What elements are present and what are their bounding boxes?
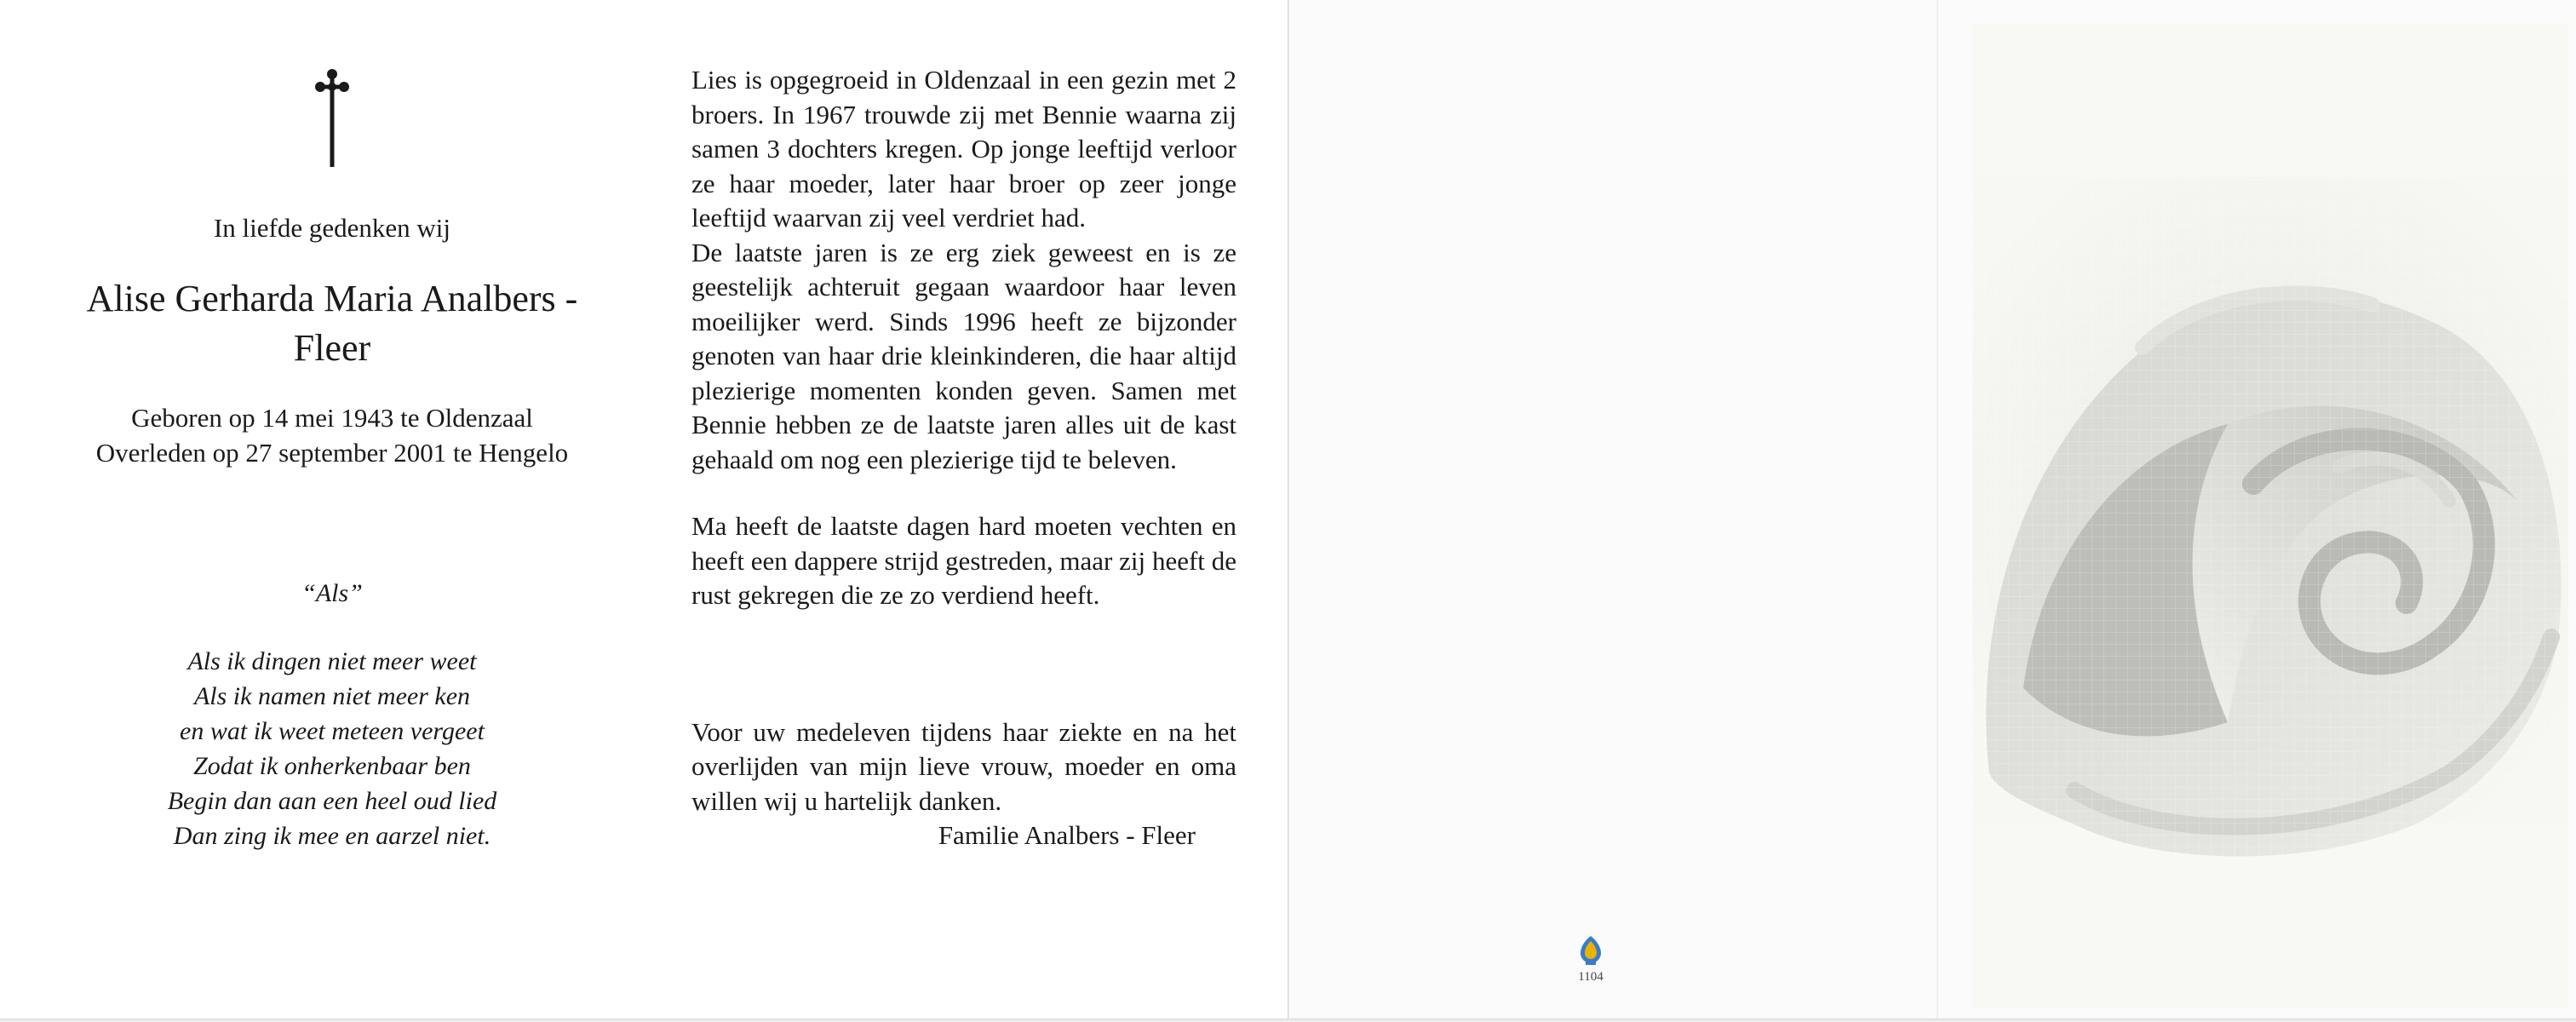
rose-illustration xyxy=(1972,24,2568,1008)
biography-panel xyxy=(691,63,1236,853)
name-line-2: Fleer xyxy=(293,327,371,369)
poem xyxy=(51,644,613,853)
printer-logo xyxy=(1570,933,1611,985)
poem-line: Begin dan aan een heel oud lied xyxy=(167,787,497,815)
birth-line: Geboren op 14 mei 1943 te Oldenzaal xyxy=(131,403,533,433)
bio-paragraph: Lies is opgegroeid in Oldenzaal in een gezin met 2 broers. In 1967 trouwde zij met Bennie waarna zij samen 3 dochters kregen. Op jonge leeftijd verloor ze haar moeder, later haar broer op zeer jonge leeftijd waarvan zij veel verdriet had. xyxy=(691,65,1236,233)
rose-cover-image xyxy=(1972,24,2568,1008)
poem-line: Dan zing ik mee en aarzel niet. xyxy=(173,822,491,850)
life-dates xyxy=(51,400,613,470)
poem-title: “Als” xyxy=(301,579,363,607)
deceased-name xyxy=(51,274,613,373)
printer-number: 1104 xyxy=(1578,970,1604,984)
card-outside xyxy=(1289,0,2576,1019)
bio-paragraph: De laatste jaren is ze erg ziek geweest en is ze geestelijk achteruit gegaan waardoor haar leven moeilijker werd. Sinds 1996 heeft ze bijzonder genoten van haar drie kleinkinderen, die haar altijd plezierige momenten konden geven. Samen met Bennie hebben ze de laatste jaren alles uit de kast gehaald om nog een plezierige tijd te beleven. xyxy=(691,237,1236,474)
poem-line: en wat ik weet meteen vergeet xyxy=(180,717,485,745)
card-inside xyxy=(0,0,1288,1019)
poem-line: Zodat ik onherkenbaar ben xyxy=(193,752,471,780)
intro-text: In liefde gedenken wij xyxy=(213,213,451,243)
thanks-paragraph: Voor uw medeleven tijdens haar ziekte en na het overlijden van mijn lieve vrouw, moeder en oma willen wij u hartelijk danken. xyxy=(691,716,1236,816)
cross-icon xyxy=(313,66,351,167)
bio-paragraph: Ma heeft de laatste dagen hard moeten vechten en heeft een dappere strijd gestreden, maar zij heeft de rust gekregen die ze zo verdiend heeft. xyxy=(691,511,1236,610)
death-line: Overleden op 27 september 2001 te Hengelo xyxy=(95,438,569,468)
memorial-panel xyxy=(51,51,613,853)
back-page xyxy=(1289,0,1936,1019)
fold-line xyxy=(1936,0,1938,1019)
name-line-1: Alise Gerharda Maria Analbers - xyxy=(86,278,578,319)
family-signature: Familie Analbers - Fleer xyxy=(938,820,1196,850)
printer-emblem-icon xyxy=(1574,933,1608,967)
poem-line: Als ik namen niet meer ken xyxy=(193,682,471,710)
poem-line: Als ik dingen niet meer weet xyxy=(187,647,477,675)
